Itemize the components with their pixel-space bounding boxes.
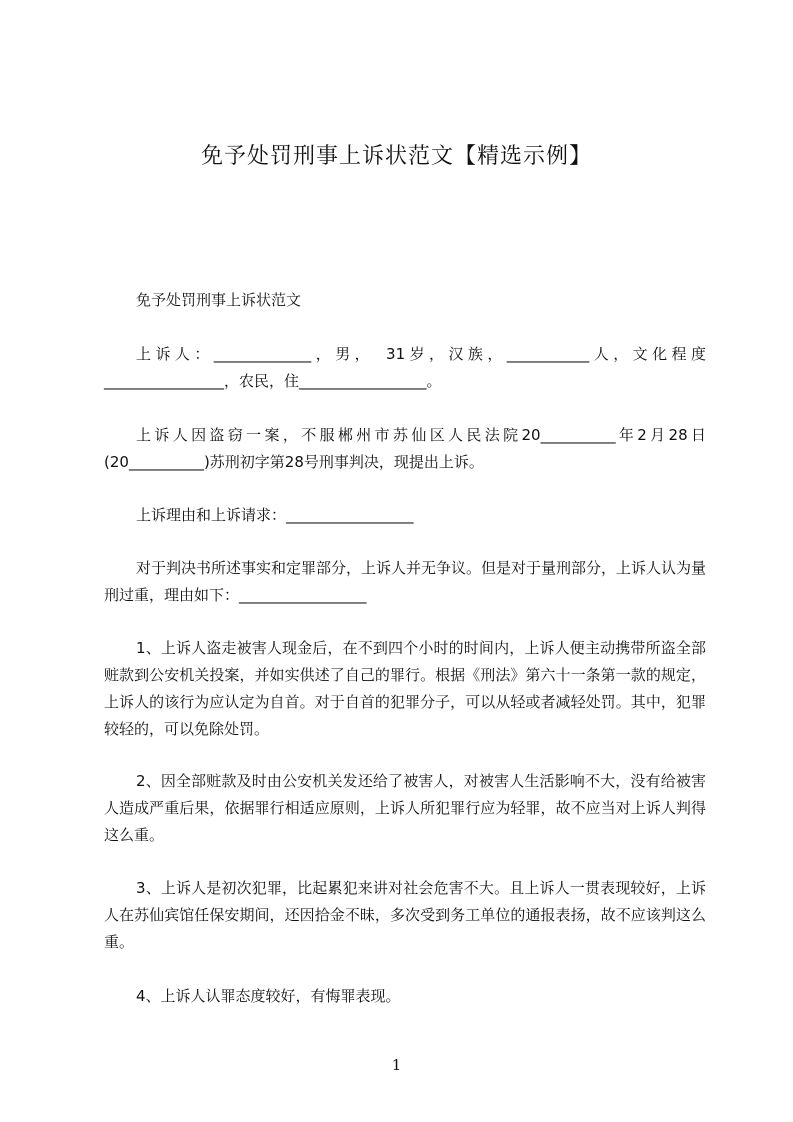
reason-2-paragraph: 2、因全部赃款及时由公安机关发还给了被害人，对被害人生活影响不大，没有给被害人造成严重后果，依据罪行相适应原则，上诉人所犯罪行应为轻罪，故不应当对上诉人判得这么重。 [104,772,706,844]
reason-4-paragraph: 4、上诉人认罪态度较好，有悔罪表现。 [136,987,401,1005]
appellant-info-paragraph: 上诉人：_____________，男， 31岁，汉族，___________人，文化程度________________，农民，住_________________。 [104,345,706,390]
reason-1-paragraph: 1、上诉人盗走被害人现金后，在不到四个小时的时间内，上诉人便主动携带所盗全部赃款到公安机关投案，并如实供述了自己的罪行。根据《刑法》第六十一条第一款的规定，上诉人的该行为应认定为自首。对于自首的犯罪分子，可以从轻或者减轻处罚。其中，犯罪较轻的，可以免除处罚。 [104,639,706,738]
case-paragraph: 上诉人因盗窃一案，不服郴州市苏仙区人民法院20__________年2月28日(20__________)苏刑初字第28号刑事判决，现提出上诉。 [104,426,706,471]
reason-3-paragraph: 3、上诉人是初次犯罪，比起累犯来讲对社会危害不大。且上诉人一贯表现较好，上诉人在苏仙宾馆任保安期间，还因拾金不昧，多次受到务工单位的通报表扬，故不应该判这么重。 [104,879,706,951]
section-heading: 免予处罚刑事上诉状范文 [136,291,302,309]
document-title: 免予处罚刑事上诉状范文【精选示例】 [200,144,592,169]
sentencing-paragraph: 对于判决书所述事实和定罪部分，上诉人并无争议。但是对于量刑部分，上诉人认为量刑过重，理由如下：_________________ [104,559,707,604]
page-number: 1 [391,1056,402,1074]
appeal-reasons-heading: 上诉理由和上诉请求：_________________ [136,506,414,524]
